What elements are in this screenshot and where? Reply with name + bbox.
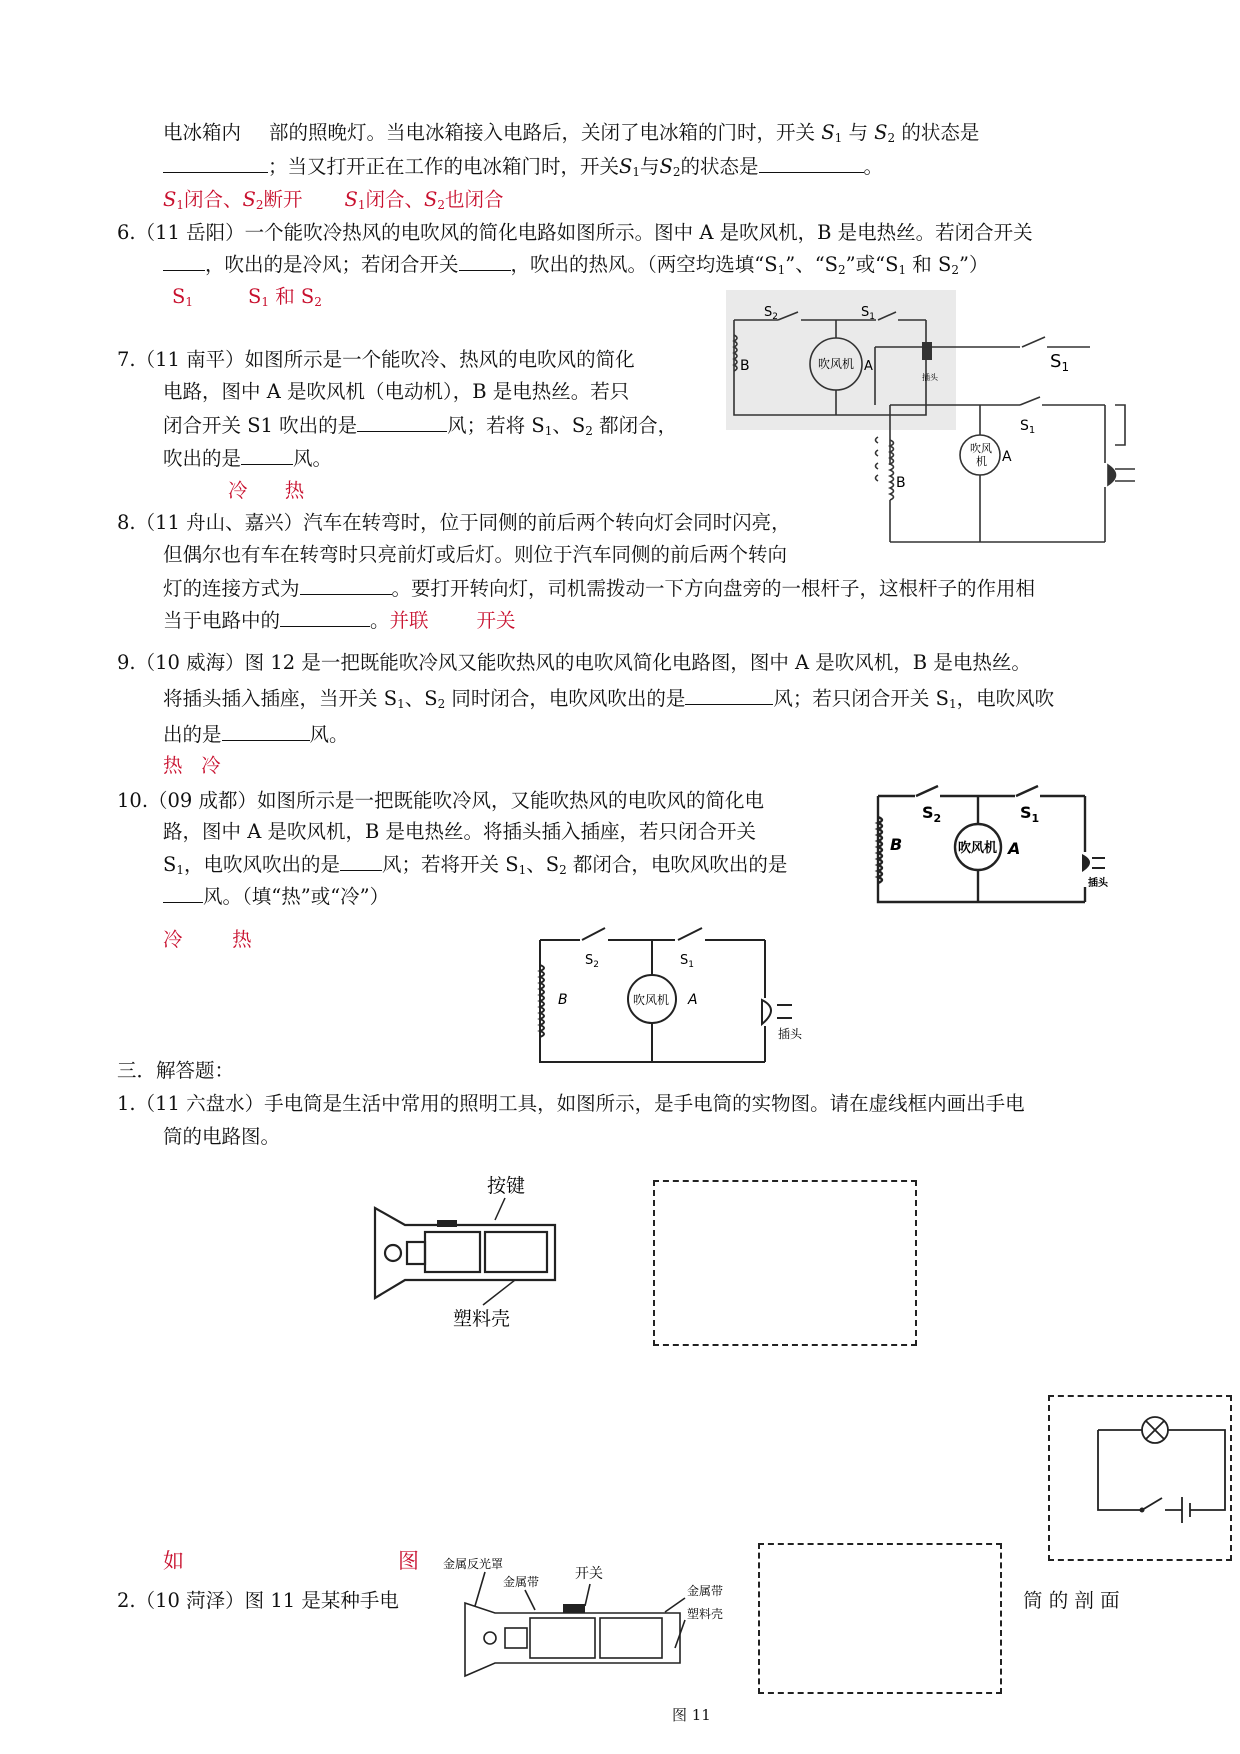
- answer-line: $S_1$ $S_1$ 和 $S_2$: [172, 285, 322, 309]
- question-7: 7.（11 南平）如图所示是一个能吹冷、热风的电吹风的简化: [117, 348, 635, 371]
- label-shell: 塑料壳: [687, 1607, 724, 1621]
- label-a: A: [688, 992, 698, 1008]
- label-b: B: [558, 992, 568, 1008]
- answer-line: 冷 热: [163, 928, 252, 951]
- label-s2: $S_2$: [764, 305, 778, 322]
- text-line: 当于电路中的 。并联 开关: [163, 606, 516, 635]
- circuit-diagram-q7: [850, 325, 1150, 545]
- text-line: 灯的连接方式为 。要打开转向灯，司机需拨动一下方向盘旁的一根杆子，这根杆子的作用相: [163, 574, 1035, 603]
- answer-question-2: 2.（10 菏泽）图 11 是某种手电: [117, 1589, 399, 1612]
- answer-text: 图: [398, 1549, 419, 1573]
- label-s1: $S_1$: [861, 305, 875, 322]
- figure-caption: 图 11: [672, 1706, 711, 1724]
- label-b: B: [890, 835, 903, 854]
- label-b: B: [896, 475, 906, 491]
- text-line: 但偶尔也有车在转弯时只亮前灯或后灯。则位于汽车同侧的前后两个转向: [163, 543, 788, 566]
- plug-label: 插头: [778, 1027, 803, 1041]
- label-s2: $S_2$: [585, 953, 599, 970]
- label-key: 按键: [487, 1175, 526, 1197]
- drawing-box[interactable]: [758, 1543, 1002, 1694]
- text-line: 吹出的是 风。: [163, 444, 332, 473]
- section-title: 三．解答题：: [117, 1059, 235, 1082]
- question-9: 9.（10 威海）图 12 是一把既能吹冷风又能吹热风的电吹风简化电路图，图中 A 是吹风机，B 是电热丝。: [117, 651, 1031, 674]
- text-line: 闭合开关 S1 吹出的是 风；若将 $S_1$、$S_2$ 都闭合，: [163, 411, 677, 445]
- label-s1: $S_1$: [1050, 351, 1070, 374]
- label-b: B: [740, 358, 750, 374]
- label-strip: 金属带: [687, 1584, 724, 1598]
- label-s1: $S_1$: [1020, 418, 1036, 436]
- label-strip: 金属带: [503, 1575, 540, 1589]
- text-line: $S_1$，电吹风吹出的是 风；若将开关 $S_1$、$S_2$ 都闭合，电吹风吹出的是: [163, 850, 787, 884]
- label-a: A: [864, 359, 873, 374]
- flashlight-diagram: [365, 1170, 565, 1335]
- answer-question-1: 1.（11 六盘水）手电筒是生活中常用的照明工具，如图所示，是手电筒的实物图。请在虚线框内画出手电: [117, 1092, 1025, 1115]
- fan-label: 吹风机: [633, 993, 670, 1007]
- label-s1: $S_1$: [680, 953, 694, 970]
- text-line: 电冰箱内 部的照晚灯。当电冰箱接入电路后，关闭了电冰箱的门时，开关 $S_1$ 与 $S_2$ 的状态是: [163, 121, 980, 145]
- answer-blank: [759, 152, 864, 173]
- text-line: ；当又打开正在工作的电冰箱门时，开关$S_1$与$S_2$的状态是 。: [163, 152, 883, 186]
- text-line: 筒的电路图。: [163, 1125, 281, 1148]
- answer-text: 如: [163, 1549, 184, 1573]
- text-line: 电路，图中 A 是吹风机（电动机），B 是电热丝。若只: [163, 380, 630, 403]
- circuit-diagram-center: [530, 920, 830, 1070]
- plug-label: 插头: [922, 373, 938, 382]
- fan-label: 吹风机: [958, 841, 998, 856]
- text-line: 筒 的 剖 面: [1023, 1589, 1120, 1612]
- text-line: 风。（填“热”或“冷”）: [163, 882, 389, 911]
- drawing-box[interactable]: [653, 1180, 917, 1346]
- label-reflector: 金属反光罩: [443, 1557, 504, 1571]
- answer-line: 热 冷: [163, 754, 221, 777]
- label-a: A: [1008, 839, 1021, 858]
- text-line: ，吹出的是冷风；若闭合开关 ，吹出的热风。（两空均选填“$S_1$”、“$S_2$”或“$S_1$ 和 $S_2$”）: [163, 250, 989, 284]
- label-a: A: [1002, 449, 1012, 465]
- answer-line: 冷 热: [228, 479, 305, 502]
- text-line: 出的是 风。: [163, 720, 349, 749]
- question-8: 8.（11 舟山、嘉兴）汽车在转弯时，位于同侧的前后两个转向灯会同时闪亮，: [117, 511, 791, 534]
- fan-label: 吹风: [970, 442, 992, 455]
- fan-label: 机: [976, 455, 987, 468]
- question-6: 6.（11 岳阳）一个能吹冷热风的电吹风的简化电路如图所示。图中 A 是吹风机，B 是电热丝。若闭合开关: [117, 221, 1033, 244]
- answer-circuit-diagram: [1090, 1405, 1230, 1545]
- label-s1: $S_1$: [1020, 803, 1040, 825]
- circuit-diagram-q10: [870, 782, 1120, 912]
- label-shell: 塑料壳: [453, 1308, 511, 1330]
- text-line: 将插头插入插座，当开关 $S_1$、$S_2$ 同时闭合，电吹风吹出的是 风；若只闭合开关 $S_1$，电吹风吹: [163, 684, 1054, 718]
- answer-blank: [163, 152, 268, 173]
- label-switch: 开关: [575, 1566, 603, 1582]
- text-line: 路，图中 A 是吹风机，B 是电热丝。将插头插入插座，若只闭合开关: [163, 820, 757, 843]
- flashlight-section-diagram: [435, 1548, 765, 1688]
- answer-line: $S_1$闭合、$S_2$断开 $S_1$闭合、$S_2$也闭合: [163, 188, 504, 212]
- question-10: 10.（09 成都）如图所示是一把既能吹冷风，又能吹热风的电吹风的简化电: [117, 789, 765, 812]
- plug-label: 插头: [1088, 878, 1108, 889]
- fan-label: 吹风机: [818, 357, 855, 371]
- label-s2: $S_2$: [922, 803, 942, 825]
